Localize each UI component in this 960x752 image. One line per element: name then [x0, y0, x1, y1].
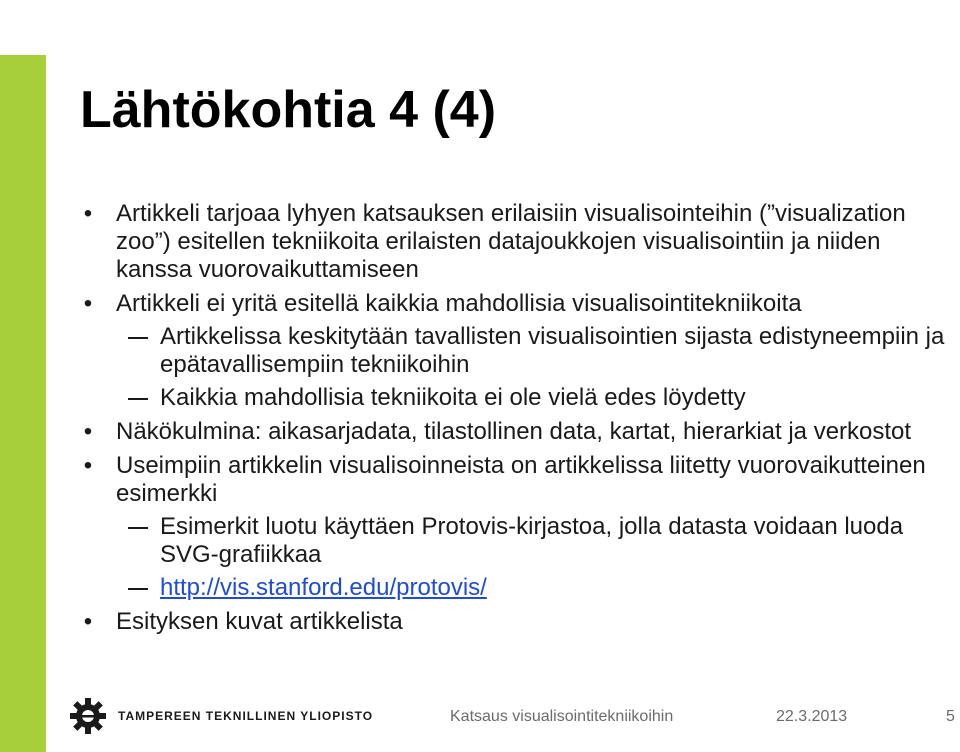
bullet-item: [78, 290, 958, 318]
dash-icon: [128, 398, 148, 400]
bullet-dot-icon: •: [83, 608, 93, 635]
slide-title: Lähtökohtia 4 (4): [80, 81, 497, 139]
sub-bullet-item: [78, 574, 958, 602]
bullet-text: Artikkeli tarjoaa lyhyen katsauksen erilaisiin visualisointeihin (”visualization zoo”) esitellen tekniikoita erilaisten datajoukkojen visualisointiin ja niiden kanssa vuorovaikuttamiseen: [116, 200, 906, 283]
footer-date: 22.3.2013: [776, 708, 848, 725]
university-name: TAMPEREEN TEKNILLINEN YLIOPISTO: [118, 709, 374, 723]
dash-icon: [128, 337, 148, 339]
bullet-dot-icon: •: [83, 200, 93, 227]
bullet-list: [78, 200, 958, 636]
page-number: 5: [946, 708, 955, 725]
footer-presentation-title: Katsaus visualisointitekniikoihin: [450, 708, 674, 725]
accent-bar: [0, 55, 46, 752]
bullet-item: [78, 418, 958, 446]
bullet-dot-icon: •: [83, 452, 93, 479]
gear-logo-icon: [68, 694, 108, 738]
bullet-dot-icon: •: [83, 290, 93, 317]
university-logo: [68, 694, 373, 738]
bullet-text: Artikkeli ei yritä esitellä kaikkia mahdollisia visualisointitekniikoita: [116, 290, 802, 317]
protovis-link[interactable]: http://vis.stanford.edu/protovis/: [160, 574, 487, 601]
sub-bullet-text: Artikkelissa keskitytään tavallisten visualisointien sijasta edistyneempiin ja epätavallisempiin tekniikoihin: [160, 323, 945, 378]
bullet-item: [78, 200, 958, 284]
bullet-text: Useimpiin artikkelin visualisoinneista on artikkelissa liitetty vuorovaikutteinen esimerkki: [116, 452, 926, 507]
bullet-text: Näkökulmina: aikasarjadata, tilastollinen data, kartat, hierarkiat ja verkostot: [116, 418, 912, 445]
sub-bullet-text: Kaikkia mahdollisia tekniikoita ei ole vielä edes löydetty: [160, 384, 746, 411]
sub-bullet-item: [78, 384, 958, 412]
sub-bullet-text: Esimerkit luotu käyttäen Protovis-kirjastoa, jolla datasta voidaan luoda SVG-grafiikkaa: [160, 513, 904, 568]
sub-bullet-item: [78, 513, 958, 569]
bullet-dot-icon: •: [83, 418, 93, 445]
dash-icon: [128, 527, 148, 529]
bullet-text: Esityksen kuvat artikkelista: [116, 608, 403, 635]
dash-icon: [128, 588, 148, 590]
bullet-item: [78, 452, 958, 508]
bullet-item: [78, 608, 958, 636]
sub-bullet-item: [78, 323, 958, 379]
